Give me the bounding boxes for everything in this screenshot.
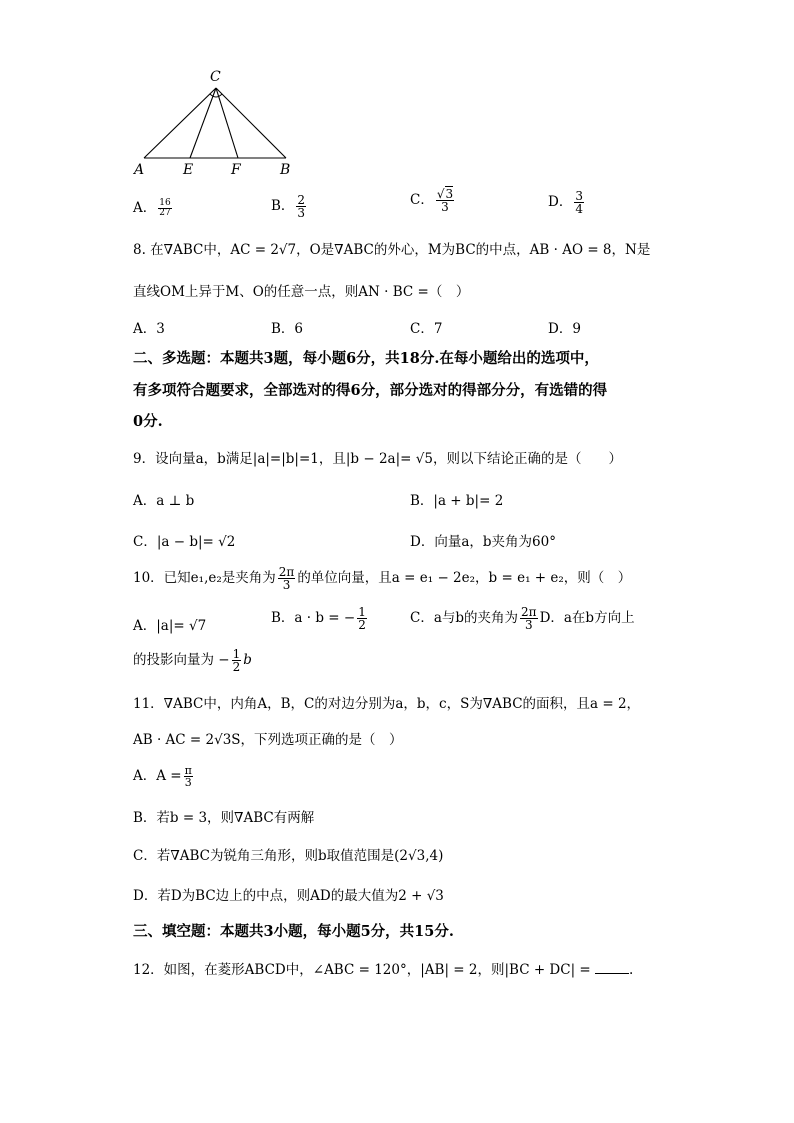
q7-option-b: B． $\frac{2}{3}$ xyxy=(271,193,306,220)
q8-option-a: A．3 xyxy=(133,321,165,337)
q7-option-c: C． $\frac{√3}{3}$ xyxy=(410,187,454,214)
section3-heading: 三、填空题：本题共3小题，每小题5分，共15分. xyxy=(133,923,454,940)
q9-option-c: C．|a − b|= √2 xyxy=(133,534,236,550)
triangle-figure xyxy=(130,64,300,180)
q11-option-c: C．若∇ABC为锐角三角形，则b取值范围是(2√3,4) xyxy=(133,848,444,864)
label-B: B xyxy=(280,162,291,178)
q10-stem: 10．已知e₁,e₂是夹角为 $\frac{2\pi}{3}$ 的单位向量，且a = e₁ − 2e₂，b = e₁ + e₂，则（ ） xyxy=(133,565,632,592)
q10-line2: 的投影向量为 − $\frac{1}{2}$ b xyxy=(133,647,252,674)
q11-stem-line1: 11．∇ABC中，内角A，B，C的对边分别为a，b，c，S为∇ABC的面积，且a = 2， xyxy=(133,696,641,712)
segment-AC xyxy=(144,88,216,158)
label-C: C xyxy=(210,69,221,85)
section2-heading-line2: 有多项符合题要求，全部选对的得6分，部分选对的得部分分，有选错的得 xyxy=(133,382,608,399)
answer-blank[interactable] xyxy=(595,973,629,974)
q8-stem-line2: 直线OM上异于M、O的任意一点，则AN · BC =（ ） xyxy=(133,284,470,300)
q7-option-d: D． $\frac{3}{4}$ xyxy=(548,189,583,216)
q9-option-b: B．|a + b|= 2 xyxy=(410,493,504,509)
segment-CE xyxy=(190,88,216,158)
q10-option-c: C．a与b的夹角为 $\frac{2\pi}{3}$ D．a在b方向上 xyxy=(410,605,635,632)
angle-mark xyxy=(210,94,222,97)
q7-option-a: A． $\frac{16}{27}$ xyxy=(133,198,171,218)
label-E: E xyxy=(183,162,194,178)
q11-option-b: B．若b = 3，则∇ABC有两解 xyxy=(133,810,315,826)
label-A: A xyxy=(134,162,145,178)
section2-heading-line3: 0分. xyxy=(133,413,163,430)
q11-option-a: A．A = $\frac{\pi}{3}$ xyxy=(133,764,192,789)
q9-option-d: D．向量a，b夹角为60° xyxy=(410,534,556,550)
q9-stem: 9．设向量a，b满足|a|=|b|=1，且|b − 2a|= √5，则以下结论正确的是（ ） xyxy=(133,451,622,467)
q8-option-b: B．6 xyxy=(271,321,304,337)
q12-stem: 12．如图，在菱形ABCD中，∠ABC = 120°，|AB| = 2，则|BC + DC| = . xyxy=(133,962,634,978)
q8-option-c: C．7 xyxy=(410,321,443,337)
q8-option-d: D．9 xyxy=(548,321,581,337)
q9-option-a: A．a ⊥ b xyxy=(133,493,195,509)
q8-stem-line1: 8. 在∇ABC中，AC = 2√7，O是∇ABC的外心，M为BC的中点，AB · AO = 8，N是 xyxy=(133,242,651,258)
q10-option-a: A．|a|= √7 xyxy=(133,618,207,634)
q10-option-b: B．a · b = − $\frac{1}{2}$ xyxy=(271,605,366,632)
q11-option-d: D．若D为BC边上的中点，则AD的最大值为2 + √3 xyxy=(133,888,444,904)
section2-heading-line1: 二、多选题：本题共3题，每小题6分，共18分.在每小题给出的选项中， xyxy=(133,350,599,367)
label-F: F xyxy=(231,162,241,178)
q11-stem-line2: AB · AC = 2√3S，下列选项正确的是（ ） xyxy=(133,732,403,748)
